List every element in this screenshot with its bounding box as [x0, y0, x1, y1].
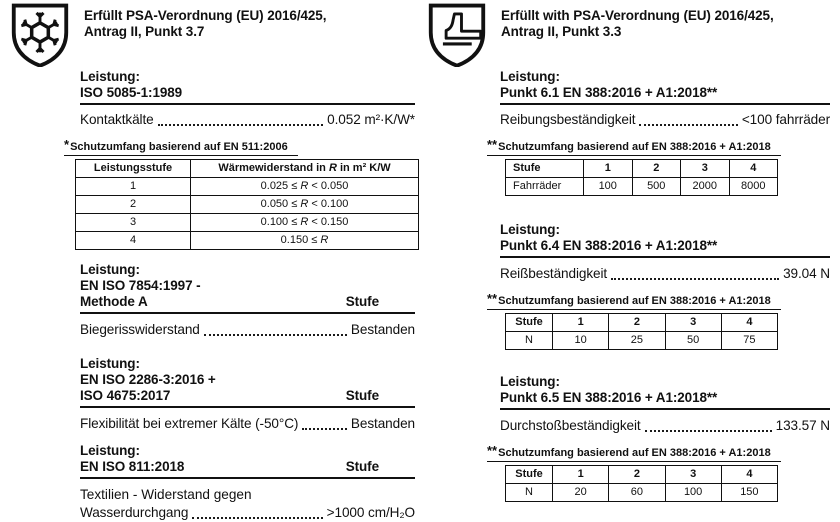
column-header: 1: [553, 466, 609, 484]
cell: 150: [721, 484, 777, 502]
right-value-row-2: [500, 265, 830, 283]
leistung-label: Leistung:: [500, 222, 560, 237]
left-value-row-4: [80, 486, 415, 522]
right-leistung-2: [500, 222, 830, 258]
column-header: 3: [681, 160, 730, 178]
right-section-header: [425, 3, 840, 69]
cell: 25: [609, 332, 665, 350]
dot-leader: [645, 430, 772, 432]
row-label: Biegerisswiderstand: [80, 322, 200, 337]
heading-line: Erfüllt with PSA-Verordnung (EU) 2016/425,: [501, 8, 774, 23]
column-header: 3: [665, 466, 721, 484]
left-value-row-3: [80, 415, 415, 433]
cell: 10: [553, 332, 609, 350]
dot-leader: [302, 428, 347, 430]
row-value: 133.57 N: [775, 418, 830, 433]
left-regulation-heading: [84, 3, 326, 40]
row-value: Bestanden: [350, 416, 415, 431]
right-value-row-1: [500, 111, 830, 129]
standard-name: Punkt 6.5 EN 388:2016 + A1:2018**: [500, 390, 718, 405]
mechanical-hazard-shield-anvil-icon: [425, 3, 489, 67]
table-header-row: [506, 160, 778, 178]
stufe-column-header: Stufe: [345, 459, 379, 474]
leistung-label: Leistung:: [500, 69, 560, 84]
row-value: Bestanden: [350, 322, 415, 337]
column-header: 2: [609, 466, 665, 484]
leistung-label: Leistung:: [80, 69, 140, 84]
column-header: 4: [721, 466, 777, 484]
right-value-row-3: [500, 417, 830, 435]
table-row: [76, 178, 419, 196]
right-footnote-1: [487, 138, 840, 156]
cell: 1: [76, 178, 191, 196]
table-row: [76, 214, 419, 232]
column-header: 4: [721, 314, 777, 332]
standard-name: EN ISO 2286-3:2016 +: [80, 372, 216, 387]
column-header: Stufe: [506, 160, 584, 178]
heading-line: Antrag II, Punkt 3.3: [501, 24, 622, 39]
column-header: 1: [584, 160, 633, 178]
cell: 0.100 ≤ R < 0.150: [191, 214, 419, 232]
column-header: Stufe: [506, 466, 553, 484]
left-value-row-2: [80, 321, 415, 339]
row-label: Wasserdurchgang: [80, 505, 189, 520]
cell: 100: [584, 178, 633, 196]
left-leistung-1: [80, 69, 415, 105]
leistung-label: Leistung:: [80, 443, 140, 458]
table-row: [76, 232, 419, 250]
cell: 500: [632, 178, 681, 196]
standard-name: EN ISO 811:2018: [80, 459, 185, 474]
table-header-row: [506, 466, 778, 484]
dot-leader: [158, 124, 324, 126]
cell: 2: [76, 196, 191, 214]
leistung-label: Leistung:: [80, 262, 140, 277]
cell: 60: [609, 484, 665, 502]
footnote-marker: **: [487, 291, 498, 306]
footnote-marker: *: [64, 137, 70, 152]
table-header-row: [506, 314, 778, 332]
leistung-label: Leistung:: [80, 356, 140, 371]
standard-name: EN ISO 7854:1997 -: [80, 278, 201, 293]
left-leistung-3: [80, 356, 415, 408]
cell: 0.150 ≤ R: [191, 232, 419, 250]
row-label: Reibungsbeständigkeit: [500, 112, 636, 127]
column-header: 1: [553, 314, 609, 332]
footnote-text: Schutzumfang basierend auf EN 388:2016 + A1:2018: [498, 141, 771, 153]
column-header: Leistungsstufe: [76, 160, 191, 178]
right-column: [420, 3, 840, 522]
footnote-marker: **: [487, 443, 498, 458]
row-value: <100 fahrräder: [741, 112, 830, 127]
stufe-column-header: Stufe: [345, 294, 379, 309]
column-header: Stufe: [506, 314, 553, 332]
en511-levels-table: [75, 159, 419, 250]
cell: 8000: [729, 178, 778, 196]
row-value: 39.04 N: [783, 266, 830, 281]
cell: 100: [665, 484, 721, 502]
en388-tear-table: [505, 313, 778, 350]
cell: 50: [665, 332, 721, 350]
right-footnote-2: [487, 292, 840, 310]
left-footnote: [64, 138, 420, 156]
row-label: Reißbeständigkeit: [500, 266, 608, 281]
table-row: [506, 484, 778, 502]
heading-line: Antrag II, Punkt 3.7: [84, 24, 205, 39]
left-section-header: [8, 3, 420, 69]
right-leistung-3: [500, 374, 830, 410]
dot-leader: [611, 278, 779, 280]
dot-leader: [204, 334, 347, 336]
dot-leader: [639, 124, 737, 126]
cell: 20: [553, 484, 609, 502]
footnote-text: Schutzumfang basierend auf EN 388:2016 + A1:2018: [498, 447, 771, 459]
left-leistung-4: [80, 443, 415, 479]
footnote-text: Schutzumfang basierend auf EN 511:2006: [70, 141, 288, 153]
cold-protection-shield-snowflake-icon: [8, 3, 72, 67]
row-label: Kontaktkälte: [80, 112, 154, 127]
column-header: 4: [729, 160, 778, 178]
en388-abrasion-table: [505, 159, 778, 196]
cell: 75: [721, 332, 777, 350]
left-leistung-2: [80, 262, 415, 314]
column-header: Wärmewiderstand in R in m² K/W: [191, 160, 419, 178]
cell: 0.025 ≤ R < 0.050: [191, 178, 419, 196]
right-leistung-1: [500, 69, 830, 105]
table-row: [506, 178, 778, 196]
cell: Fahrräder: [506, 178, 584, 196]
table-header-row: [76, 160, 419, 178]
standard-name: Punkt 6.4 EN 388:2016 + A1:2018**: [500, 238, 718, 253]
standard-name: ISO 4675:2017: [80, 388, 171, 403]
row-label: Durchstoßbeständigkeit: [500, 418, 641, 433]
row-value: 0.052 m²·K/W*: [327, 112, 415, 127]
stufe-column-header: Stufe: [345, 388, 379, 403]
left-value-row-1: [80, 111, 415, 129]
right-regulation-heading: [501, 3, 774, 40]
standard-name: Methode A: [80, 294, 148, 309]
cell: 4: [76, 232, 191, 250]
left-column: [0, 3, 420, 522]
right-footnote-3: [487, 444, 840, 462]
column-header: 3: [665, 314, 721, 332]
cell: N: [506, 484, 553, 502]
footnote-marker: **: [487, 137, 498, 152]
column-header: 2: [609, 314, 665, 332]
row-value: >1000 cm/H₂O: [326, 505, 415, 520]
row-label: Flexibilität bei extremer Kälte (-50°C): [80, 416, 299, 431]
dot-leader: [192, 517, 322, 519]
standard-name: ISO 5085-1:1989: [80, 85, 183, 100]
column-header: 2: [632, 160, 681, 178]
table-row: [76, 196, 419, 214]
footnote-text: Schutzumfang basierend auf EN 388:2016 + A1:2018: [498, 295, 771, 307]
heading-line: Erfüllt PSA-Verordnung (EU) 2016/425,: [84, 8, 327, 23]
cell: N: [506, 332, 553, 350]
leistung-label: Leistung:: [500, 374, 560, 389]
standard-name: Punkt 6.1 EN 388:2016 + A1:2018**: [500, 85, 718, 100]
en388-puncture-table: [505, 465, 778, 502]
cell: 2000: [681, 178, 730, 196]
row-label: Textilien - Widerstand gegen: [80, 487, 252, 502]
cell: 3: [76, 214, 191, 232]
table-row: [506, 332, 778, 350]
cell: 0.050 ≤ R < 0.100: [191, 196, 419, 214]
